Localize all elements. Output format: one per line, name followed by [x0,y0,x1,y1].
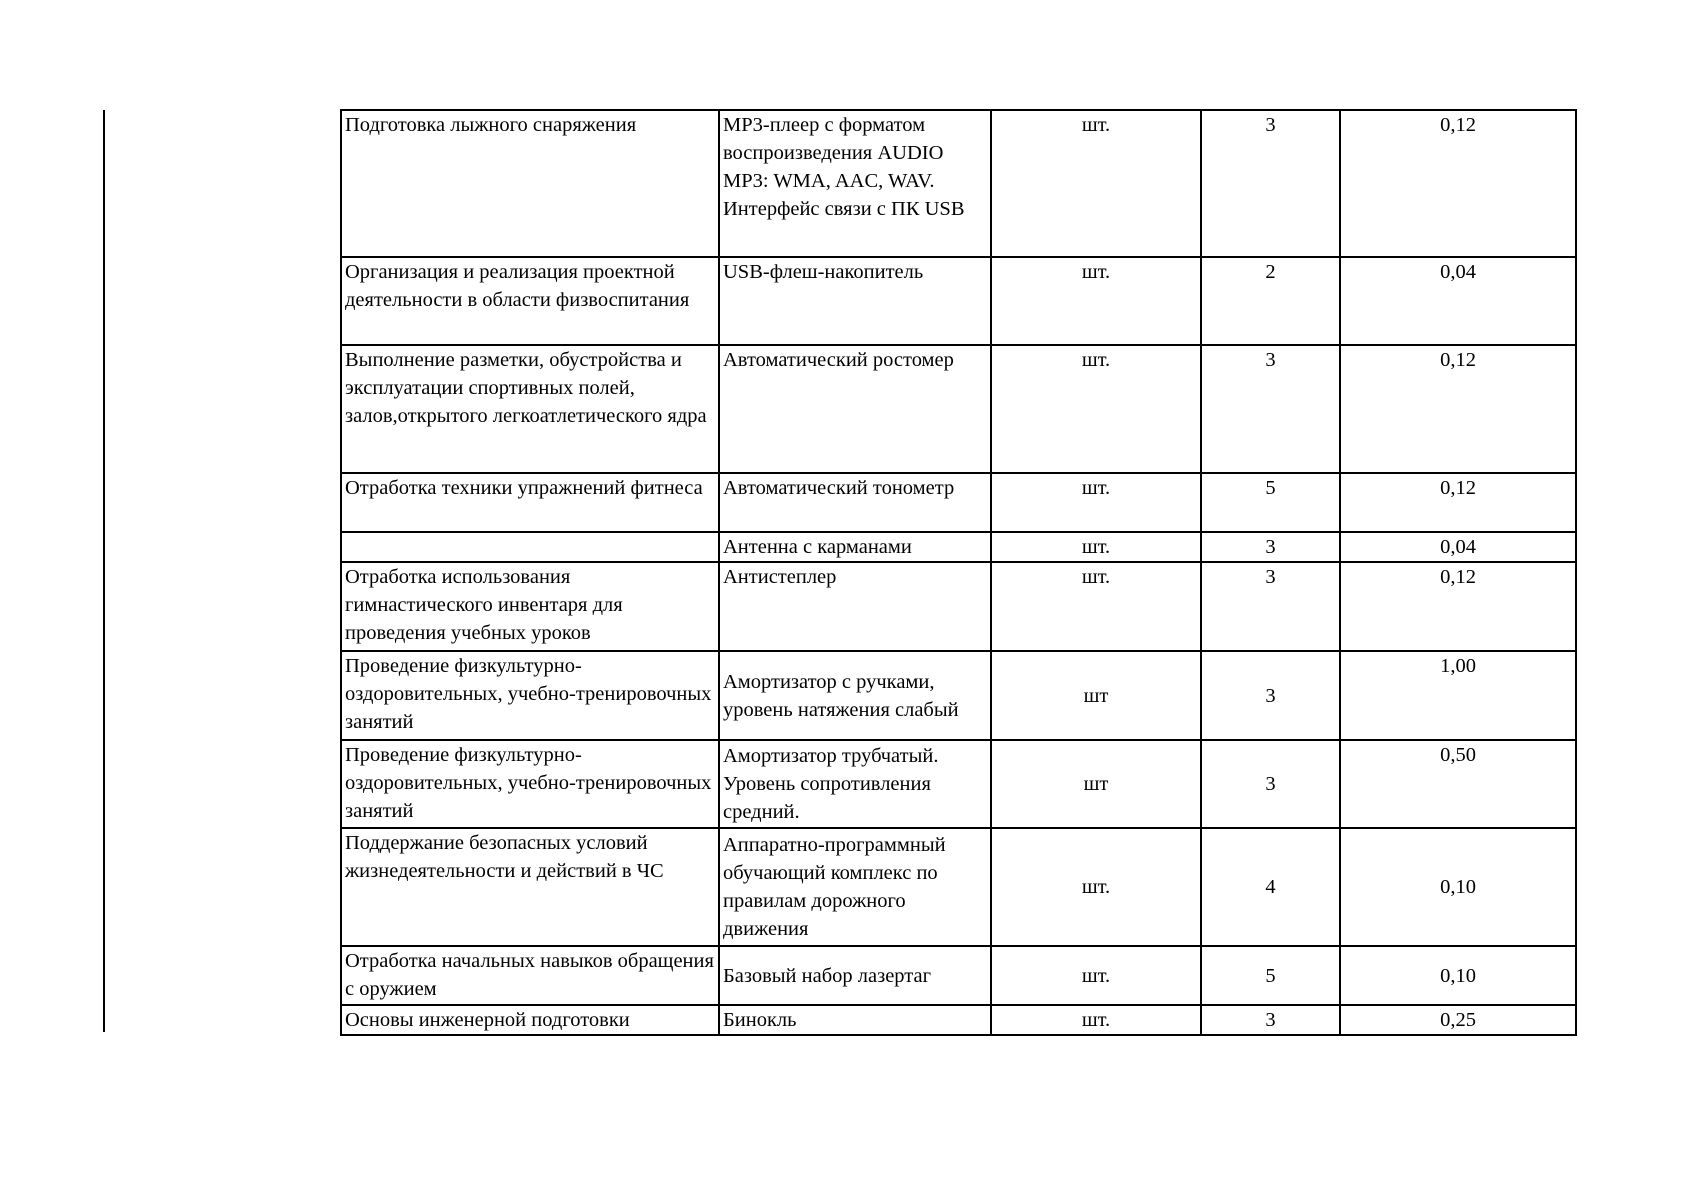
activity-cell: Проведение физкультурно-оздоровительных, учебно-тренировочных занятий [341,651,719,740]
activity-cell: Отработка использования гимнастического инвентаря для проведения учебных уроков [341,562,719,651]
table-row [341,532,1576,562]
equipment-cell: Антистеплер [719,562,991,651]
unit-cell: шт [991,740,1201,828]
value-cell: 0,12 [1340,110,1576,257]
activity-cell: Подготовка лыжного снаряжения [341,110,719,257]
equipment-cell: Антенна с карманами [719,532,991,562]
activity-cell: Основы инженерной подготовки [341,1005,719,1035]
activity-cell: Отработка начальных навыков обращения с оружием [341,946,719,1005]
unit-cell: шт. [991,532,1201,562]
table-row [341,828,1576,946]
quantity-cell: 3 [1201,532,1340,562]
value-cell: 0,12 [1340,562,1576,651]
unit-cell: шт. [991,257,1201,345]
table-row [341,651,1576,740]
equipment-cell: Бинокль [719,1005,991,1035]
table-row [341,110,1576,257]
value-cell: 0,25 [1340,1005,1576,1035]
table-row [341,345,1576,473]
activity-cell: Организация и реализация проектной деятельности в области физвоспитания [341,257,719,345]
value-cell: 0,50 [1340,740,1576,828]
activity-cell: Поддержание безопасных условий жизнедеятельности и действий в ЧС [341,828,719,946]
equipment-cell: Амортизатор трубчатый. Уровень сопротивления средний. [719,740,991,828]
unit-cell: шт. [991,828,1201,946]
table-row [341,946,1576,1005]
unit-cell: шт. [991,946,1201,1005]
value-cell: 0,04 [1340,532,1576,562]
unit-cell: шт. [991,110,1201,257]
table-row [341,257,1576,345]
activity-cell: Отработка техники упражнений фитнеса [341,473,719,532]
unit-cell: шт [991,651,1201,740]
quantity-cell: 3 [1201,345,1340,473]
table-row [341,740,1576,828]
equipment-cell: Базовый набор лазертаг [719,946,991,1005]
quantity-cell: 3 [1201,651,1340,740]
value-cell: 1,00 [1340,651,1576,740]
table-row [341,473,1576,532]
equipment-cell: USB-флеш-накопитель [719,257,991,345]
activity-cell [341,532,719,562]
value-cell: 0,10 [1340,828,1576,946]
equipment-cell: Автоматический тонометр [719,473,991,532]
value-cell: 0,12 [1340,473,1576,532]
equipment-cell: МР3-плеер с форматом воспроизведения AUDIO MP3: WMA, AAC, WAV. Интерфейс связи с ПК USB [719,110,991,257]
quantity-cell: 3 [1201,740,1340,828]
equipment-cell: Автоматический ростомер [719,345,991,473]
quantity-cell: 5 [1201,946,1340,1005]
table-row [341,562,1576,651]
value-cell: 0,12 [1340,345,1576,473]
equipment-cell: Аппаратно-программный обучающий комплекс по правилам дорожного движения [719,828,991,946]
activity-cell: Выполнение разметки, обустройства и эксплуатации спортивных полей, залов,открытого легкоатлетического ядра [341,345,719,473]
value-cell: 0,10 [1340,946,1576,1005]
activity-cell: Проведение физкультурно-оздоровительных, учебно-тренировочных занятий [341,740,719,828]
unit-cell: шт. [991,1005,1201,1035]
left-margin-line [103,110,105,1032]
equipment-table [340,109,1577,1036]
quantity-cell: 2 [1201,257,1340,345]
value-cell: 0,04 [1340,257,1576,345]
table-row [341,1005,1576,1035]
quantity-cell: 3 [1201,1005,1340,1035]
quantity-cell: 4 [1201,828,1340,946]
unit-cell: шт. [991,345,1201,473]
quantity-cell: 3 [1201,110,1340,257]
equipment-cell: Амортизатор с ручками, уровень натяжения слабый [719,651,991,740]
unit-cell: шт. [991,473,1201,532]
unit-cell: шт. [991,562,1201,651]
quantity-cell: 3 [1201,562,1340,651]
quantity-cell: 5 [1201,473,1340,532]
